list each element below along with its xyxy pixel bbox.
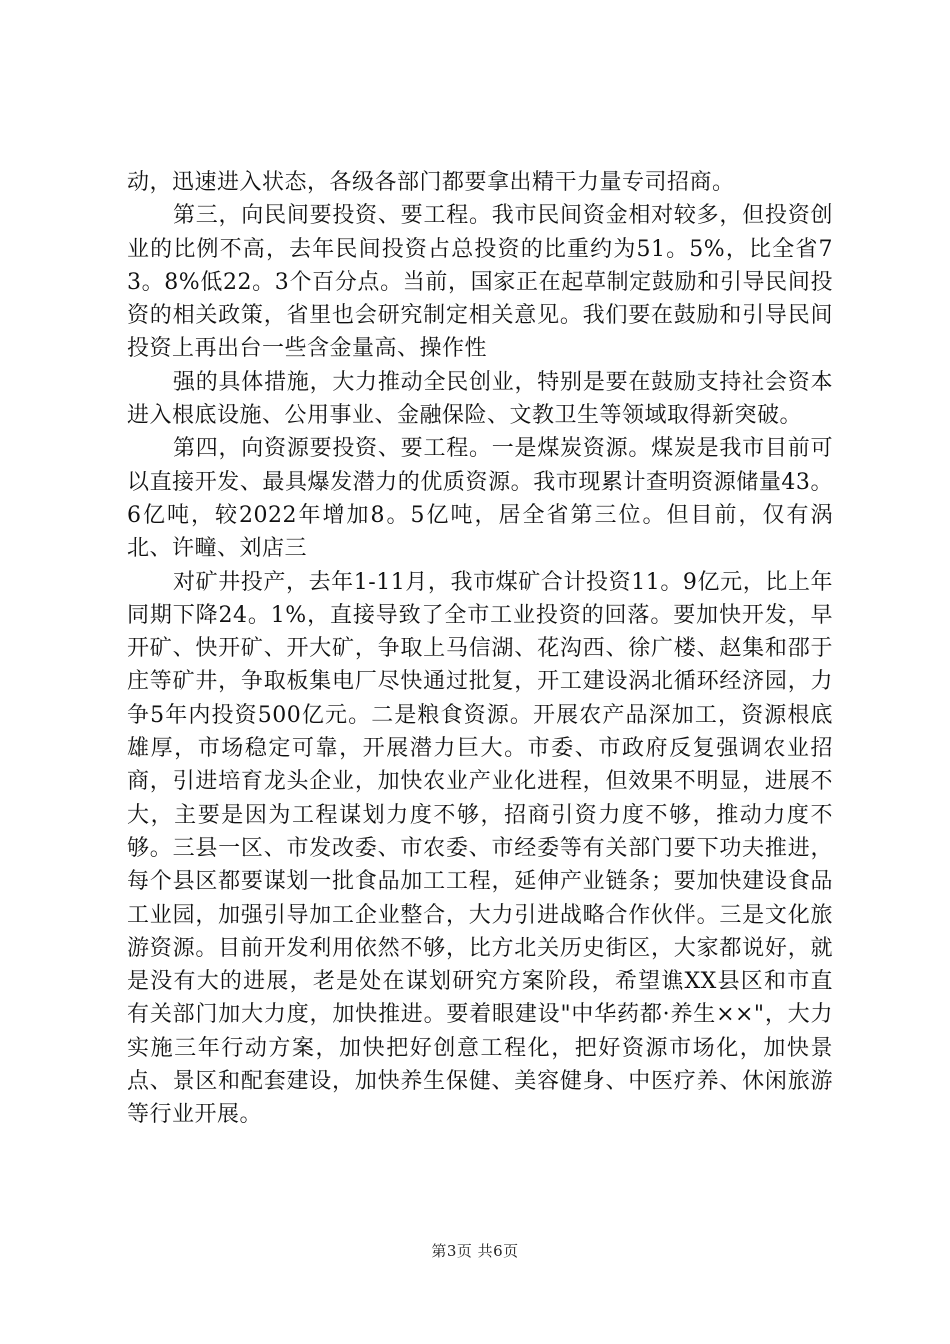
paragraph-third-point: 第三，向民间要投资、要工程。我市民间资金相对较多，但投资创业的比例不高，去年民间投资占总投资的比重约为51。5%，比全省73。8%低22。3个百分点。当前，国家正在起草制定鼓励和引导民间投资的相关政策，省里也会研究制定相关意见。我们要在鼓励和引导民间投资上再出台一些含金量高、操作性 [127,203,833,362]
paragraph-fourth-point: 第四，向资源要投资、要工程。一是煤炭资源。煤炭是我市目前可以直接开发、最具爆发潜力的优质资源。我市现累计查明资源储量43。6亿吨，较2022年增加8。5亿吨，居全省第三位。但目前，仅有涡北、许疃、刘店三 [127,436,833,562]
document-body [127,166,833,1132]
paragraph-continuation: 动，迅速进入状态，各级各部门都要拿出精干力量专司招商。 [127,170,735,195]
paragraph-third-point-continued: 强的具体措施，大力推动全民创业，特别是要在鼓励支持社会资本进入根底设施、公用事业、金融保险、文教卫生等领域取得新突破。 [127,369,833,429]
paragraph-fourth-point-continued: 对矿井投产，去年1-11月，我市煤矿合计投资11。9亿元，比上年同期下降24。1%，直接导致了全市工业投资的回落。要加快开发，早开矿、快开矿、开大矿，争取上马信湖、花沟西、徐广楼、赵集和邵于庄等矿井，争取板集电厂尽快通过批复，开工建设涡北循环经济园，力争5年内投资500亿元。二是粮食资源。开展农产品深加工，资源根底雄厚，市场稳定可靠，开展潜力巨大。市委、市政府反复强调农业招商，引进培育龙头企业，加快农业产业化进程，但效果不明显，进展不大，主要是因为工程谋划力度不够，招商引资力度不够，推动力度不够。三县一区、市发改委、市农委、市经委等有关部门要下功夫推进，每个县区都要谋划一批食品加工工程，延伸产业链条；要加快建设食品工业园，加强引导加工企业整合，大力引进战略合作伙伴。三是文化旅游资源。目前开发利用依然不够，比方北关历史街区，大家都说好，就是没有大的进展，老是处在谋划研究方案阶段，希望谯XX县区和市直有关部门加大力度，加快推进。要着眼建设"中华药都·养生××"，大力实施三年行动方案，加快把好创意工程化，把好资源市场化，加快景点、景区和配套建设，加快养生保健、美容健身、中医疗养、休闲旅游等行业开展。 [127,569,833,1128]
page-number-footer: 第3页 共6页 [431,1242,519,1260]
